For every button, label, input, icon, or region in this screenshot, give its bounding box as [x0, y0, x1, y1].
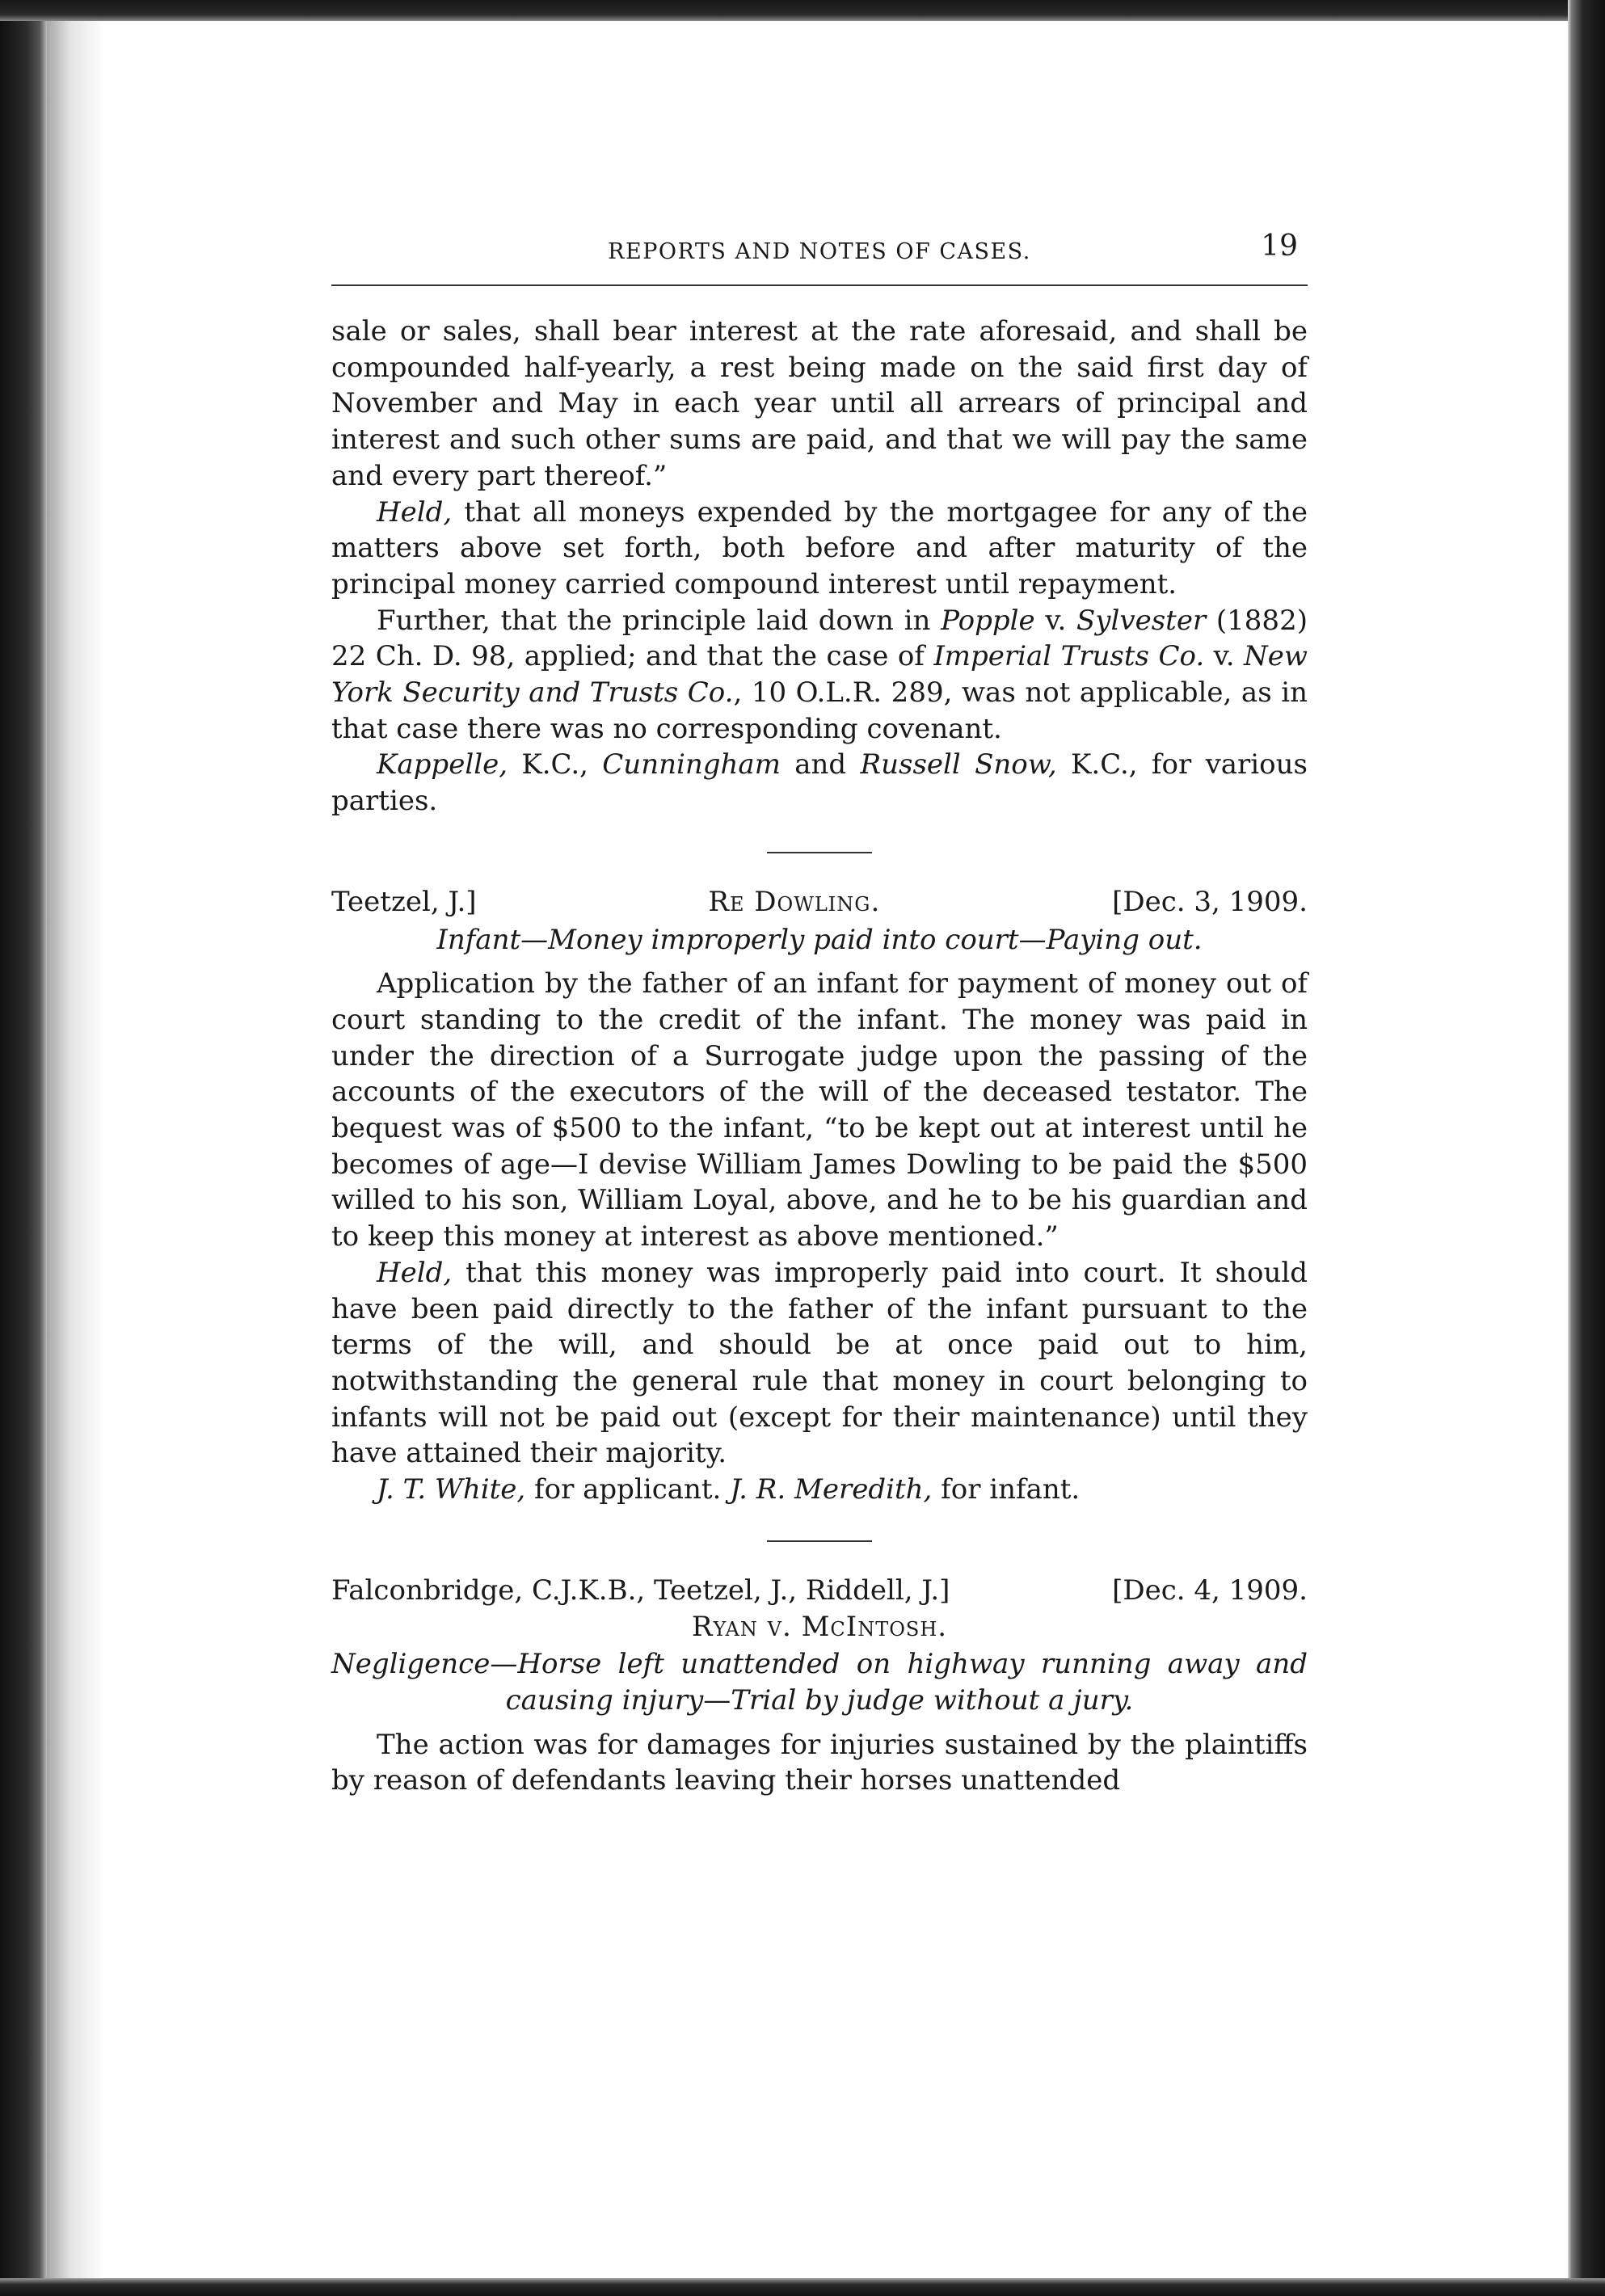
case-name: Imperial Trusts Co. — [933, 640, 1205, 673]
further-text: , 10 O.L.R. 289, was not applicable, as in that case there was no corresponding covenant. — [331, 676, 1308, 745]
counsel-text: K.C., for various parties. — [331, 748, 1308, 818]
case3-paragraph: The action was for damages for injuries sustained by the plaintiffs by reason of defendants leaving their horses unattended — [331, 1728, 1308, 1797]
scan-binding-edge — [0, 0, 47, 2296]
case2-paragraph: Application by the father of an infant for payment of money out of court standing to the credit of the infant. The money was paid in under the direction of a Surrogate judge upon the passing of the accounts of the executors of the will of the deceased testator. The bequest was of $500 to the infant, “to be kept out at interest until he becomes of age—I devise William James Dowling to be paid the $500 willed to his son, William Loyal, above, and he to be his guardian and to keep this money at interest as above mentioned.” — [331, 967, 1308, 1253]
header-rule — [331, 284, 1308, 286]
page-header — [331, 226, 1308, 278]
case2-heading — [331, 884, 1308, 921]
case-name: New York Security and Trusts Co. — [331, 640, 1308, 710]
case2-counsel — [331, 1472, 1308, 1508]
page-number: 19 — [1261, 230, 1298, 263]
held-text: that all moneys expended by the mortgagee for any of the matters above set forth, both before and after maturity of the principal money carried compound interest until repayment. — [331, 495, 1308, 600]
case3-title: Ryan v. McIntosh. — [691, 1610, 948, 1643]
case1-counsel — [331, 747, 1308, 819]
held-text: that this money was improperly paid into court. It should have been paid directly to the father of the infant pursuant to the terms of the will, and should be at once paid out to him, notwithstanding the general rule that money in court belonging to infants will not be paid out (except for their maintenance) until they have attained their majority. — [331, 1256, 1308, 1470]
case3-date: [Dec. 4, 1909. — [1112, 1573, 1308, 1607]
scan-bottom-edge — [0, 2278, 1605, 2296]
case3-judges: Falconbridge, C.J.K.B., Teetzel, J., Riddell, J.] — [331, 1573, 950, 1607]
case1-further — [331, 603, 1308, 748]
counsel-text: K.C., — [508, 748, 603, 781]
book-page — [331, 226, 1308, 1799]
running-head: REPORTS AND NOTES OF CASES. — [608, 239, 1031, 264]
further-text: v. — [1034, 604, 1076, 637]
scan-top-edge — [0, 0, 1605, 21]
case1-paragraph: sale or sales, shall bear interest at the rate aforesaid, and shall be compounded half-yearly, a rest being made on the said first day of November and May in each year until all arrears of principal and interest and such other sums are paid, and that we will pay the same and every part thereof.” — [331, 315, 1308, 492]
case2-judge: Teetzel, J.] — [331, 885, 477, 918]
case-separator — [767, 852, 872, 853]
case3-catchwords: Negligence—Horse left unattended on highway running away and causing injury—Trial by judge without a jury. — [331, 1648, 1308, 1717]
held-label: Held, — [377, 1256, 453, 1289]
counsel-text: for applicant. — [525, 1473, 731, 1506]
counsel-name: J. T. White, — [377, 1473, 526, 1506]
counsel-name: J. R. Meredith, — [730, 1473, 933, 1506]
case2-title: Re Dowling. — [708, 885, 881, 918]
case2-held — [331, 1255, 1308, 1472]
case-name: Popple — [941, 604, 1035, 637]
further-text: Further, that the principle laid down in — [377, 604, 942, 637]
counsel-name: Kappelle, — [377, 748, 508, 781]
case-separator — [767, 1540, 872, 1542]
held-label: Held, — [377, 495, 453, 529]
scan-right-edge — [1568, 0, 1605, 2296]
case3-heading — [331, 1573, 1308, 1609]
case2-catchwords: Infant—Money improperly paid into court—Paying out. — [436, 923, 1203, 956]
counsel-text: and — [780, 748, 861, 781]
case1-held — [331, 495, 1308, 603]
counsel-name: Russell Snow, — [860, 748, 1057, 781]
further-text: (1882) 22 Ch. D. 98, applied; and that the case of — [331, 604, 1308, 673]
case2-date: [Dec. 3, 1909. — [1112, 885, 1308, 918]
counsel-name: Cunningham — [602, 748, 781, 781]
further-text: v. — [1204, 640, 1245, 673]
page-body — [331, 314, 1308, 1799]
scan-gutter-shadow — [47, 0, 144, 2296]
case-name: Sylvester — [1076, 604, 1207, 637]
counsel-text: for infant. — [932, 1473, 1081, 1506]
